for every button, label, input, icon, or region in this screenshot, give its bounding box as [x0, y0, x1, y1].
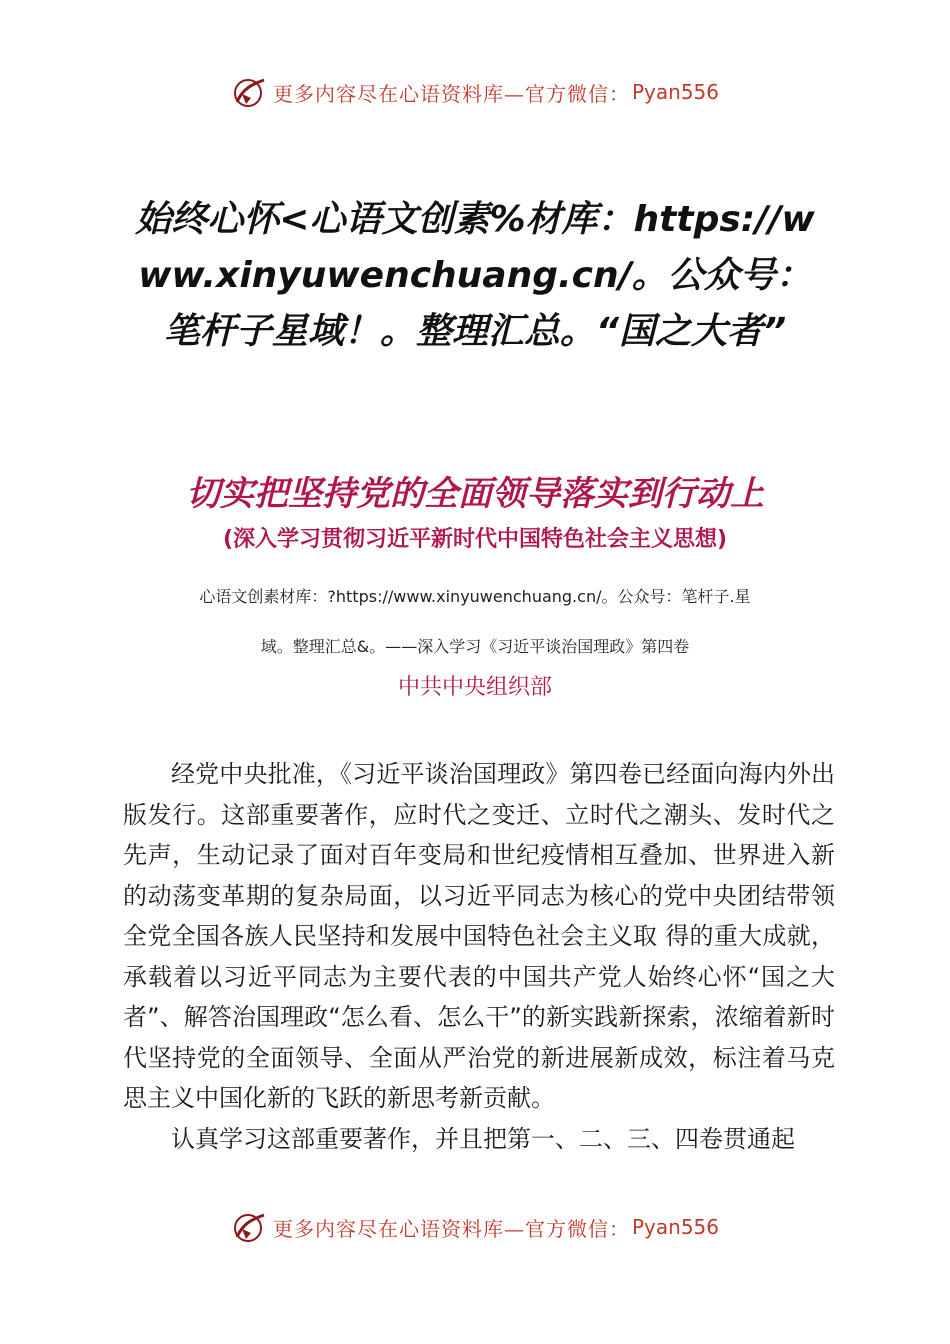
xinyu-logo-icon	[231, 1209, 267, 1245]
author-org: 中共中央组织部	[397, 675, 552, 700]
document-big-title: 始终心怀<心语文创素%材库：https://www.xinyuwenchuang.cn/。公众号：笔杆子星域！。整理汇总。“国之大者”	[135, 199, 815, 352]
header-wechat-id: Pyan556	[631, 80, 719, 104]
xinyu-logo-icon	[231, 74, 267, 110]
header-banner	[0, 72, 950, 112]
meta-line-1: 心语文创素材库：?https://www.xinyuwenchuang.cn/。公众号：笔杆子.星	[199, 587, 751, 606]
footer-wechat-id: Pyan556	[631, 1215, 719, 1239]
footer-banner-text: 更多内容尽在心语资料库—官方微信：	[272, 1216, 630, 1241]
paragraph: 认真学习这部重要著作，并且把第一、二、三、四卷贯通起	[171, 1124, 795, 1153]
article-body	[123, 754, 835, 1159]
meta-line-2: 域。整理汇总&。——深入学习《习近平谈治国理政》第四卷	[260, 637, 690, 656]
article-title: 切实把坚持党的全面领导落实到行动上	[186, 474, 764, 514]
paragraph: 经党中央批准，《习近平谈治国理政》第四卷已经面向海内外出版发行。这部重要著作，应时代之变迁、立时代之潮头、发时代之先声，生动记录了面对百年变局和世纪疫情相互叠加、世界进入新的动荡变革期的复杂局面，以习近平同志为核心的党中央团结带领全党全国各族人民坚持和发展中国特色社会主义取 得的重大成就，承载着以习近平同志为主要代表的中国共产党人始终心怀“国之大者”、解答治国理政“怎么看、怎么干”的新实践新探索，浓缩着新时代坚持党的全面领导、全面从严治党的新进展新成效，标注着马克思主义中国化新的飞跃的新思考新贡献。	[123, 760, 835, 1112]
header-banner-text: 更多内容尽在心语资料库—官方微信：	[272, 81, 630, 106]
footer-banner	[0, 1207, 950, 1247]
article-subtitle: (深入学习贯彻习近平新时代中国特色社会主义思想)	[222, 527, 728, 552]
